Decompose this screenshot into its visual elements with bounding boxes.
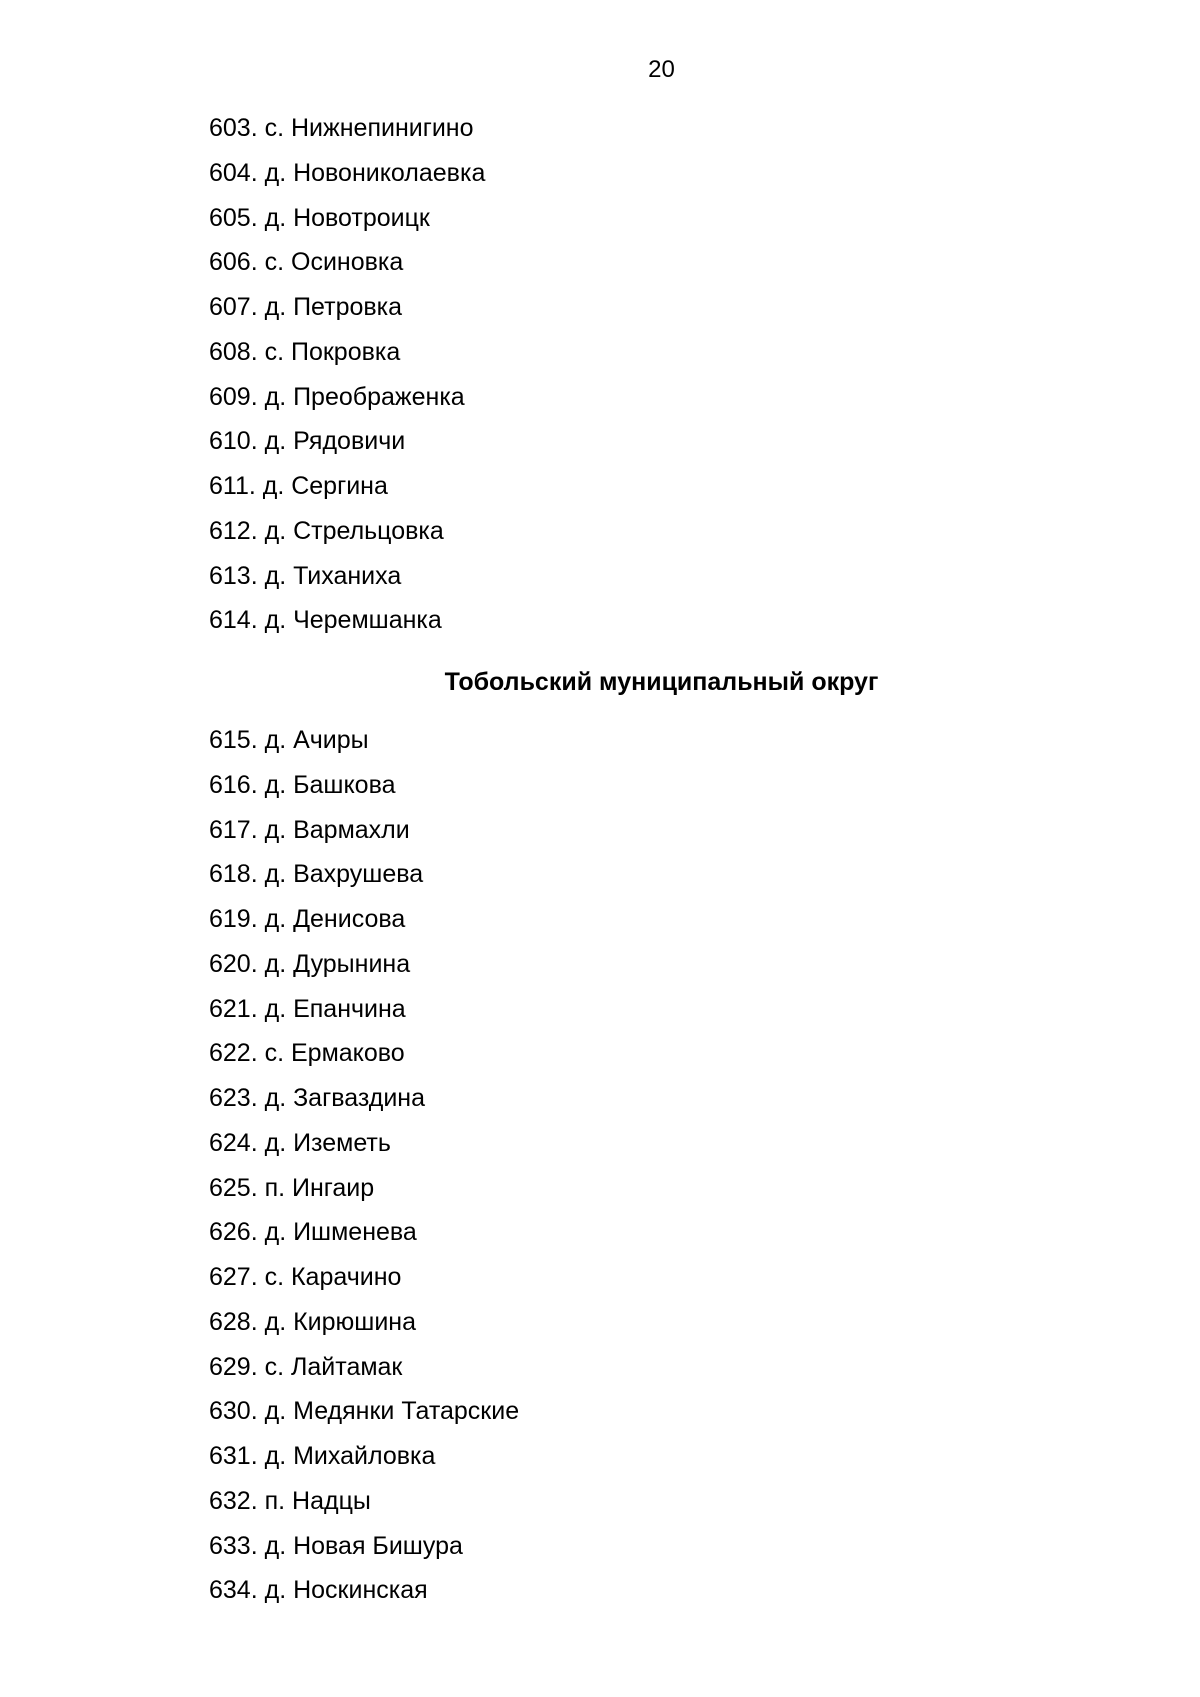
list-item: 610. д. Рядовичи [209, 427, 406, 456]
list-item: 608. с. Покровка [209, 337, 401, 366]
list-item: 627. с. Карачино [209, 1263, 402, 1291]
list-item: 604. д. Новониколаевка [209, 158, 486, 187]
list-item: 616. д. Башкова [209, 770, 396, 799]
list-item: 621. д. Епанчина [209, 994, 406, 1023]
list-item: 617. д. Вармахли [209, 815, 410, 844]
list-item: 618. д. Вахрушева [209, 860, 424, 889]
settlement-list-bottom [209, 725, 519, 1620]
list-item: 614. д. Черемшанка [209, 606, 442, 635]
list-item: 624. д. Иземеть [209, 1128, 391, 1157]
list-item: 631. д. Михайловка [209, 1442, 436, 1470]
section-heading: Тобольский муниципальный округ [444, 668, 879, 696]
list-item: 606. с. Осиновка [209, 248, 404, 277]
list-item: 628. д. Кирюшина [209, 1307, 416, 1336]
list-item: 622. с. Ермаково [209, 1039, 405, 1068]
list-item: 626. д. Ишменева [209, 1218, 417, 1247]
list-item: 603. с. Нижнепинигино [209, 114, 474, 142]
settlement-list-top [209, 113, 485, 650]
page-number: 20 [648, 56, 675, 83]
list-item: 613. д. Тиханиха [209, 561, 402, 590]
list-item: 625. п. Ингаир [209, 1173, 375, 1202]
list-item: 623. д. Загваздина [209, 1084, 426, 1112]
list-item: 632. п. Надцы [209, 1486, 371, 1515]
list-item: 615. д. Ачиры [209, 726, 369, 754]
list-item: 630. д. Медянки Татарские [209, 1397, 520, 1426]
list-item: 611. д. Сергина [209, 472, 388, 500]
list-item: 634. д. Носкинская [209, 1576, 428, 1605]
list-item: 609. д. Преображенка [209, 382, 465, 411]
list-item: 633. д. Новая Бишура [209, 1531, 463, 1560]
list-item: 605. д. Новотроицк [209, 203, 430, 232]
list-item: 619. д. Денисова [209, 905, 406, 933]
list-item: 620. д. Дурынина [209, 949, 411, 978]
list-item: 612. д. Стрельцовка [209, 516, 444, 545]
list-item: 607. д. Петровка [209, 293, 403, 321]
list-item: 629. с. Лайтамак [209, 1352, 403, 1381]
